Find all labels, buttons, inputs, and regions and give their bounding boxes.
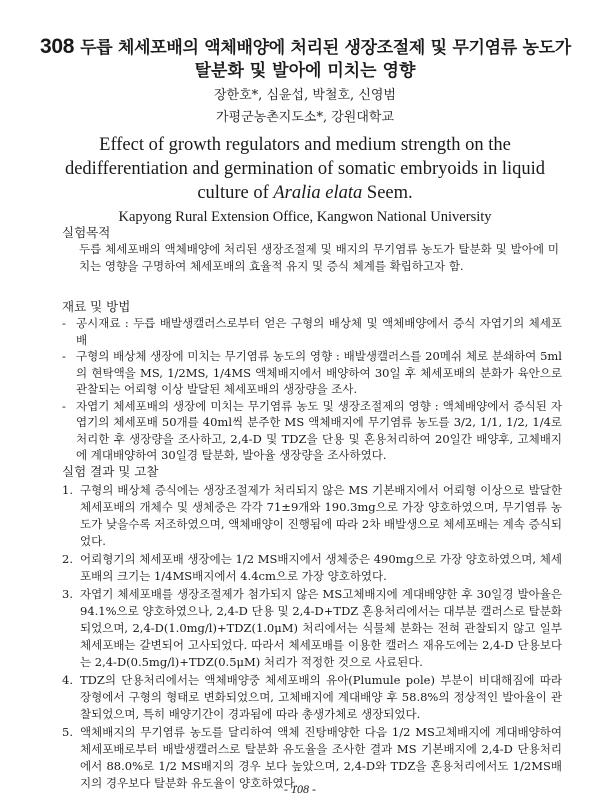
results-item: 3. 자엽기 체세포배를 생장조절제가 첨가되지 않은 MS고체배지에 계대배양한 후 30일경 발아율은 94.1%으로 양호하였으나, 2,4-D 단용 및 2,4-D+TDZ 혼용처리에서는 대부분 캘러스로 탈분화되었으며, 2,4-D(1.0mg/l)+TDZ(1.0μM) 처리에서는 식물체 분화는 전혀 관찰되지 않고 일부 체세포배는 갈변되어 고사되었다. 따라서 체세포배를 이용한 캘러스 재유도에는 2,4-D 단용보다는 2,4-D(0.5mg/l)+TDZ(0.5μM) 처리가 적정한 것으로 사료된다.: [62, 587, 562, 669]
methods-item-text: 구형의 배상체 생장에 미치는 무기염류 농도의 영향 : 배발생캘러스를 20메쉬 체로 분쇄하여 5ml의 현탁액을 MS, 1/2MS, 1/4MS 액체배지에서 배양하여 30일 후 체세포배의 분화가 육안으로 관찰되는 어뢰형 이상 발달된 체세포배의 생장량을 조사.: [76, 349, 562, 396]
english-title-line-3: [40, 181, 570, 205]
results-item-text: 자엽기 체세포배를 생장조절제가 첨가되지 않은 MS고체배지에 계대배양한 후 30일경 발아율은 94.1%으로 양호하였으나, 2,4-D 단용 및 2,4-D+TDZ 혼용처리에서는 대부분 캘러스로 탈분화되었으며, 2,4-D(1.0mg/l)+TDZ(1.0μM) 처리에서는 식물체 분화는 전혀 관찰되지 않고 일부 체세포배는 갈변되어 고사되었다. 따라서 체세포배를 이용한 캘러스 재유도에는 2,4-D 단용보다는 2,4-D(0.5mg/l)+TDZ(0.5μM) 처리가 적정한 것으로 사료된다.: [80, 587, 562, 669]
english-title-line-3-pre: culture of: [197, 183, 274, 203]
korean-title-line-1: [40, 36, 570, 59]
methods-item-text: 자엽기 체세포배의 생장에 미치는 무기염류 농도 및 생장조절제의 영향 : 액체배양에서 증식된 자엽기의 체세포배 50개를 40ml씩 분주한 MS 액체배지에 무기염류 농도를 3/2, 1/1, 1/2, 1/4로 처리한 후 생장량을 조사하고, 2,4-D 및 TDZ을 단용 및 혼용처리하여 20일간 배양후, 고체배지에 계대배양하여 30일경 탈분화, 발아율 생장량을 조사하였다.: [76, 398, 562, 462]
species-name: Aralia elata: [273, 183, 363, 203]
results-item-text: 액체배지의 무기염류 농도를 달리하여 액체 진탕배양한 다음 1/2 MS고체배지에 계대배양하여 체세포배로부터 배발생캘러스로 탈분화 유도율을 조사한 결과 MS 기본배지에 2,4-D 단용처리에서 88.0%로 1/2 MS배지의 경우 보다 높았으며, 2,4-D와 TDZ을 혼용처리에서도 1/2MS배지의 경우보다 탈분화 유도율이 양호하였다.: [80, 725, 562, 790]
results-item: 4. TDZ의 단용처리에서는 액체배양중 체세포배의 유아(Plumule pole) 부분이 비대해짐에 따라 장형에서 구형의 형태로 변화되었으며, 고체배지에 계대배양 후 58.8%의 정상적인 발아율이 관찰되었으며, 특히 배양기간이 경과됨에 따라 총생가체로 생장되었다.: [62, 673, 562, 721]
methods-item: - 구형의 배상체 생장에 미치는 무기염류 농도의 영향 : 배발생캘러스를 20메쉬 체로 분쇄하여 5ml의 현탁액을 MS, 1/2MS, 1/4MS 액체배지에서 배양하여 30일 후 체세포배의 분화가 육안으로 관찰되는 어뢰형 이상 발달된 체세포배의 생장량을 조사.: [62, 349, 562, 396]
purpose-text: 두릅 체세포배의 액체배양에 처리된 생장조절제 및 배지의 무기염류 농도가 탈분화 및 발아에 미치는 영향을 구명하여 체세포배의 효율적 유지 및 증식 체계를 확립하고자 함.: [79, 242, 559, 273]
title-block: [40, 36, 570, 227]
purpose-heading: 실험목적: [62, 225, 111, 240]
results-item-text: 구형의 배상체 증식에는 생장조절제가 처리되지 않은 MS 기본배지에서 어뢰형 이상으로 발달한 체세포배의 개체수 및 생체중은 각각 71±9개와 190.3mg으로 가장 양호하였으며, 무기염류 농도가 낮을수록 저조하였으며, 액체배양이 진행됨에 따라 2차 배발생으로 체세포배는 계속 증식되었다.: [80, 483, 562, 548]
results-item: 5. 액체배지의 무기염류 농도를 달리하여 액체 진탕배양한 다음 1/2 MS고체배지에 계대배양하여 체세포배로부터 배발생캘러스로 탈분화 유도율을 조사한 결과 MS 기본배지에 2,4-D 단용처리에서 88.0%로 1/2 MS배지의 경우 보다 높았으며, 2,4-D와 TDZ을 혼용처리에서도 1/2MS배지의 경우보다 탈분화 유도율이 양호하였다.: [62, 725, 562, 790]
results-item-text: 어뢰형기의 체세포배 생장에는 1/2 MS배지에서 생체중은 490mg으로 가장 양호하였으며, 체세포배의 크기는 1/4MS배지에서 4.4cm으로 가장 양호하였다.: [80, 552, 562, 583]
results-item: 2. 어뢰형기의 체세포배 생장에는 1/2 MS배지에서 생체중은 490mg으로 가장 양호하였으며, 체세포배의 크기는 1/4MS배지에서 4.4cm으로 가장 양호하였다.: [62, 552, 562, 583]
english-title: [40, 133, 570, 205]
english-title-line-3-post: Seem.: [362, 183, 413, 203]
methods-list: [62, 315, 562, 464]
results-heading: 실험 결과 및 고찰: [62, 464, 159, 479]
english-affiliation: Kapyong Rural Extension Office, Kangwon National University: [118, 209, 492, 225]
authors: 장한호*, 심윤섭, 박철호, 신영범: [214, 88, 396, 103]
page-number: - 108 -: [284, 782, 316, 796]
methods-item: - 자엽기 체세포배의 생장에 미치는 무기염류 농도 및 생장조절제의 영향 : 액체배양에서 증식된 자엽기의 체세포배 50개를 40ml씩 분주한 MS 액체배지에 무기염류 농도를 3/2, 1/1, 1/2, 1/4로 처리한 후 생장량을 조사하고, 2,4-D 및 TDZ을 단용 및 혼용처리하여 20일간 배양후, 고체배지에 계대배양하여 30일경 탈분화, 발아율 생장량을 조사하였다.: [62, 398, 562, 462]
korean-title-text: 두릅 체세포배의 액체배양에 처리된 생장조절제 및 무기염류 농도가: [80, 38, 571, 58]
english-title-line-2: dedifferentiation and germination of somatic embryoids in liquid: [64, 159, 546, 179]
results-list: [62, 482, 562, 793]
results-item: 1. 구형의 배상체 증식에는 생장조절제가 처리되지 않은 MS 기본배지에서 어뢰형 이상으로 발달한 체세포배의 개체수 및 생체중은 각각 71±9개와 190.3mg으로 가장 양호하였으며, 무기염류 농도가 낮을수록 저조하였으며, 액체배양이 진행됨에 따라 2차 배발생으로 체세포배는 계속 증식되었다.: [62, 483, 562, 548]
abstract-number: 308: [40, 35, 75, 58]
methods-item: - 공시재료 : 두릅 배발생캘러스로부터 얻은 구형의 배상체 및 액체배양에서 증식 자엽기의 체세포배: [62, 316, 562, 347]
results-item-text: TDZ의 단용처리에서는 액체배양중 체세포배의 유아(Plumule pole) 부분이 비대해짐에 따라 장형에서 구형의 형태로 변화되었으며, 고체배지에 계대배양 후 58.8%의 정상적인 발아율이 관찰되었으며, 특히 배양기간이 경과됨에 따라 총생가체로 생장되었다.: [80, 673, 562, 721]
korean-affiliation: 가평군농촌지도소*, 강원대학교: [215, 110, 395, 125]
korean-title-line-2: 탈분화 및 발아에 미치는 영향: [194, 61, 416, 81]
methods-item-text: 공시재료 : 두릅 배발생캘러스로부터 얻은 구형의 배상체 및 액체배양에서 증식 자엽기의 체세포배: [76, 316, 562, 347]
methods-heading: 재료 및 방법: [62, 299, 131, 314]
english-title-line-1: Effect of growth regulators and medium strength on the: [99, 135, 511, 155]
